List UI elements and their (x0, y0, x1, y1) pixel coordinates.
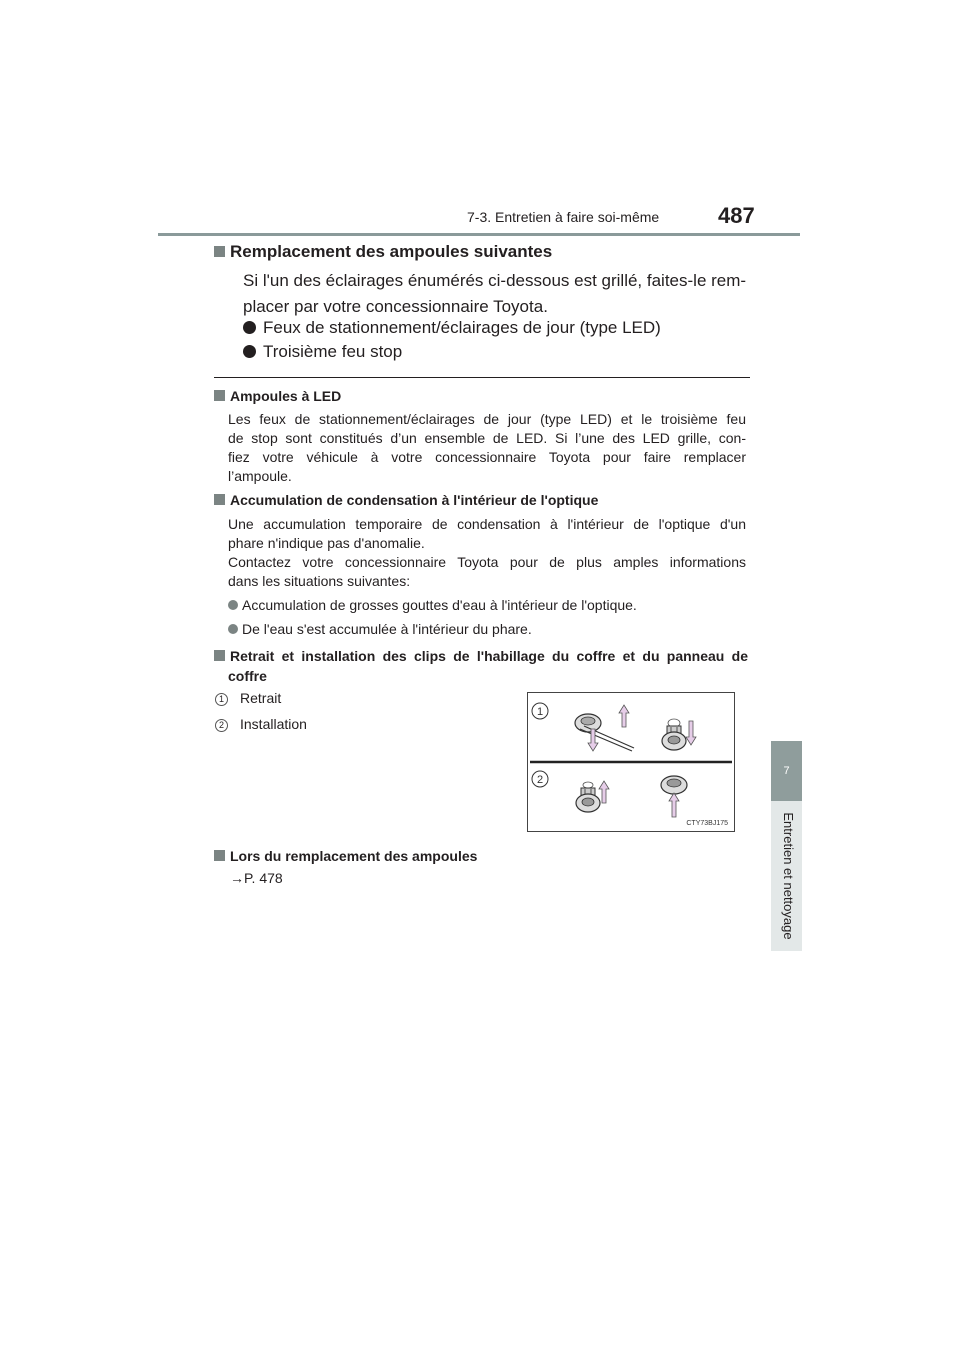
step-1-label: 1 (536, 706, 544, 718)
bullet-icon (228, 600, 238, 610)
square-bullet-icon (214, 494, 225, 505)
main-heading-text: Remplacement des ampoules suivantes (230, 242, 553, 261)
note-line: de stop sont constitués d’un ensemble de LED. Si l’une des LED grille, con- (228, 430, 746, 446)
note-line: phare n'indique pas d'anomalie. (228, 535, 425, 551)
step-1-marker (532, 703, 548, 719)
note-heading-text: Accumulation de condensation à l'intérieur de l'optique (230, 492, 599, 508)
step-number-icon: 2 (215, 719, 228, 732)
section-divider (214, 377, 750, 378)
main-paragraph-line: Si l'un des éclairages énumérés ci-dessous est grillé, faites-le rem- (243, 271, 747, 290)
note-heading-condensation (214, 492, 598, 508)
note-heading-replacement (214, 848, 477, 864)
step-number-icon: 1 (215, 693, 228, 706)
header-rule (158, 233, 800, 236)
chapter-tab[interactable]: 7 (771, 741, 802, 801)
square-bullet-icon (214, 850, 225, 861)
bullet-icon (228, 624, 238, 634)
step-2-marker (532, 771, 548, 787)
main-heading (214, 242, 552, 262)
square-bullet-icon (214, 650, 225, 661)
note-heading-line (214, 646, 748, 666)
arrow-up-icon (599, 781, 609, 803)
list-item (228, 597, 637, 613)
note-heading-text: Lors du remplacement des ampoules (230, 848, 478, 864)
step-item (215, 716, 307, 732)
bullet-icon (243, 321, 256, 334)
note-heading-text: Retrait et installation des clips de l'habillage du coffre et du panneau de (230, 648, 748, 664)
clip-removal-pull (662, 719, 696, 750)
main-paragraph (243, 268, 753, 320)
arrow-up-icon (669, 793, 679, 817)
arrow-down-icon (686, 721, 696, 745)
arrow-up-icon (619, 705, 629, 727)
main-paragraph-line: placer par votre concessionnaire Toyota. (243, 297, 548, 316)
note-heading-line: coffre (228, 668, 267, 684)
note-heading-led (214, 388, 341, 404)
square-bullet-icon (214, 390, 225, 401)
clip-removal-screwdriver (575, 705, 634, 751)
square-bullet-icon (214, 246, 225, 257)
list-item (243, 318, 661, 338)
note-line: Contactez votre concessionnaire Toyota pour de plus amples informations (228, 554, 746, 570)
note-line: fiez votre véhicule à votre concessionnaire Toyota pour faire remplacer (228, 449, 746, 465)
step-2-label: 2 (536, 774, 544, 786)
step-label: Retrait (240, 690, 282, 706)
page-number: 487 (718, 203, 755, 228)
list-item-text: De l'eau s'est accumulée à l'intérieur du phare. (242, 621, 532, 637)
list-item-text: Troisième feu stop (263, 342, 403, 361)
note-line: Une accumulation temporaire de condensation à l'intérieur de l'optique d'un (228, 516, 746, 532)
note-line: l’ampoule. (228, 468, 292, 484)
clip-install-insert (576, 781, 609, 812)
note-heading-text: Ampoules à LED (230, 388, 342, 404)
list-item (243, 342, 402, 362)
page-reference-link[interactable]: →P. 478 (230, 870, 283, 886)
list-item-text: Feux de stationnement/éclairages de jour (type LED) (263, 318, 661, 337)
note-line: Les feux de stationnement/éclairages de jour (type LED) et le troisième feu (228, 411, 746, 427)
figure-code: CTY73BJ175 (686, 820, 728, 827)
clip-install-seated (661, 776, 687, 817)
chapter-title: Entretien et nettoyage (781, 812, 796, 940)
note-line: dans les situations suivantes: (228, 573, 411, 589)
clip-illustration-svg (528, 693, 734, 831)
step-label: Installation (240, 716, 307, 732)
note-paragraph-condensation (228, 515, 746, 591)
list-item (228, 621, 532, 637)
bullet-icon (243, 345, 256, 358)
note-paragraph-led (228, 410, 746, 486)
clip-illustration (527, 692, 735, 832)
note-heading-clips (214, 646, 748, 686)
section-title: 7-3. Entretien à faire soi-même (467, 209, 660, 225)
step-item (215, 690, 281, 706)
list-item-text: Accumulation de grosses gouttes d'eau à l'intérieur de l'optique. (242, 597, 637, 613)
